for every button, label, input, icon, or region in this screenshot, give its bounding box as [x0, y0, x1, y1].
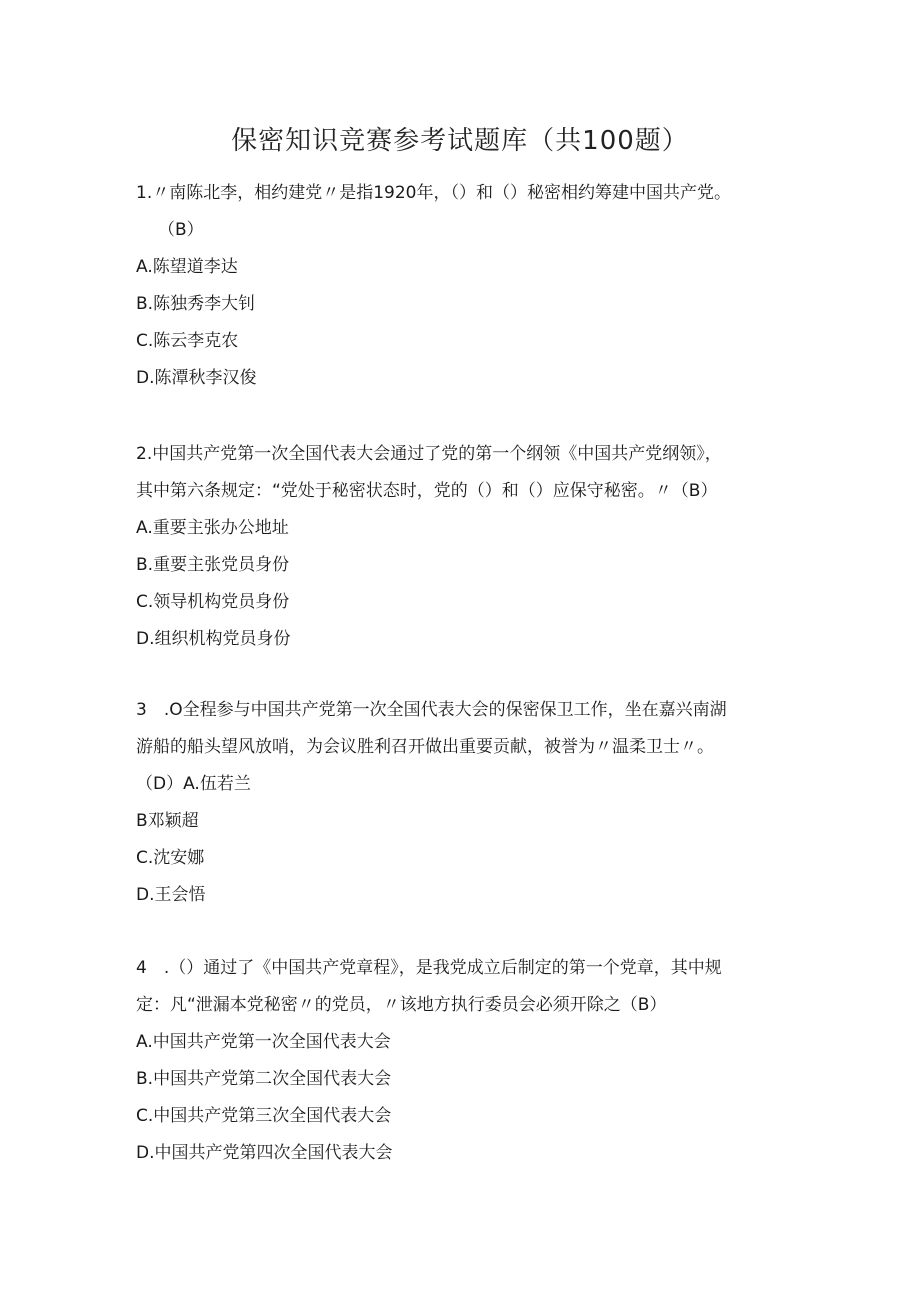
question-text-line: 其中第六条规定：“党处于秘密状态时，党的（）和（）应保守秘密。〃（B） — [136, 481, 718, 501]
question-answer-with-option-a: （D）A.伍若兰 — [136, 774, 251, 794]
question-text-line: 3 .O全程参与中国共产党第一次全国代表大会的保密保卫工作，坐在嘉兴南湖 — [136, 700, 727, 720]
question-3 — [136, 692, 786, 914]
question-text-line: 2.中国共产党第一次全国代表大会通过了党的第一个纲领《中国共产党纲领》， — [136, 444, 722, 464]
option-c: C.陈云李克农 — [136, 331, 239, 351]
option-c: C.领导机构党员身份 — [136, 592, 290, 612]
option-a: A.中国共产党第一次全国代表大会 — [136, 1032, 391, 1052]
option-d: D.中国共产党第四次全国代表大会 — [136, 1143, 393, 1163]
option-d: D.组织机构党员身份 — [136, 629, 291, 649]
question-text-line: 4 .（）通过了《中国共产党章程》，是我党成立后制定的第一个党章，其中规 — [136, 958, 722, 978]
option-b: B.陈独秀李大钊 — [136, 294, 256, 314]
option-b: B邓颖超 — [136, 811, 199, 831]
question-text-line: 1.〃南陈北李，相约建党〃是指1920年，（）和（）秘密相约筹建中国共产党。 — [136, 183, 731, 203]
option-c: C.沈安娜 — [136, 848, 205, 868]
question-2 — [136, 436, 786, 658]
option-d: D.陈潭秋李汉俊 — [136, 368, 257, 388]
question-4 — [136, 950, 786, 1172]
option-c: C.中国共产党第三次全国代表大会 — [136, 1106, 392, 1126]
option-a: A.重要主张办公地址 — [136, 518, 289, 538]
question-1 — [136, 175, 786, 397]
option-b: B.重要主张党员身份 — [136, 555, 290, 575]
option-a: A.陈望道李达 — [136, 257, 238, 277]
page-title: 保密知识竞赛参考试题库（共100题） — [231, 126, 689, 156]
question-answer: （B） — [158, 220, 204, 240]
option-d: D.王会悟 — [136, 885, 206, 905]
question-text-line: 游船的船头望风放哨，为会议胜利召开做出重要贡献，被誉为〃温柔卫士〃。 — [136, 737, 714, 757]
option-b: B.中国共产党第二次全国代表大会 — [136, 1069, 392, 1089]
question-text-line: 定：凡“泄漏本党秘密〃的党员，〃该地方执行委员会必须开除之（B） — [136, 995, 667, 1015]
